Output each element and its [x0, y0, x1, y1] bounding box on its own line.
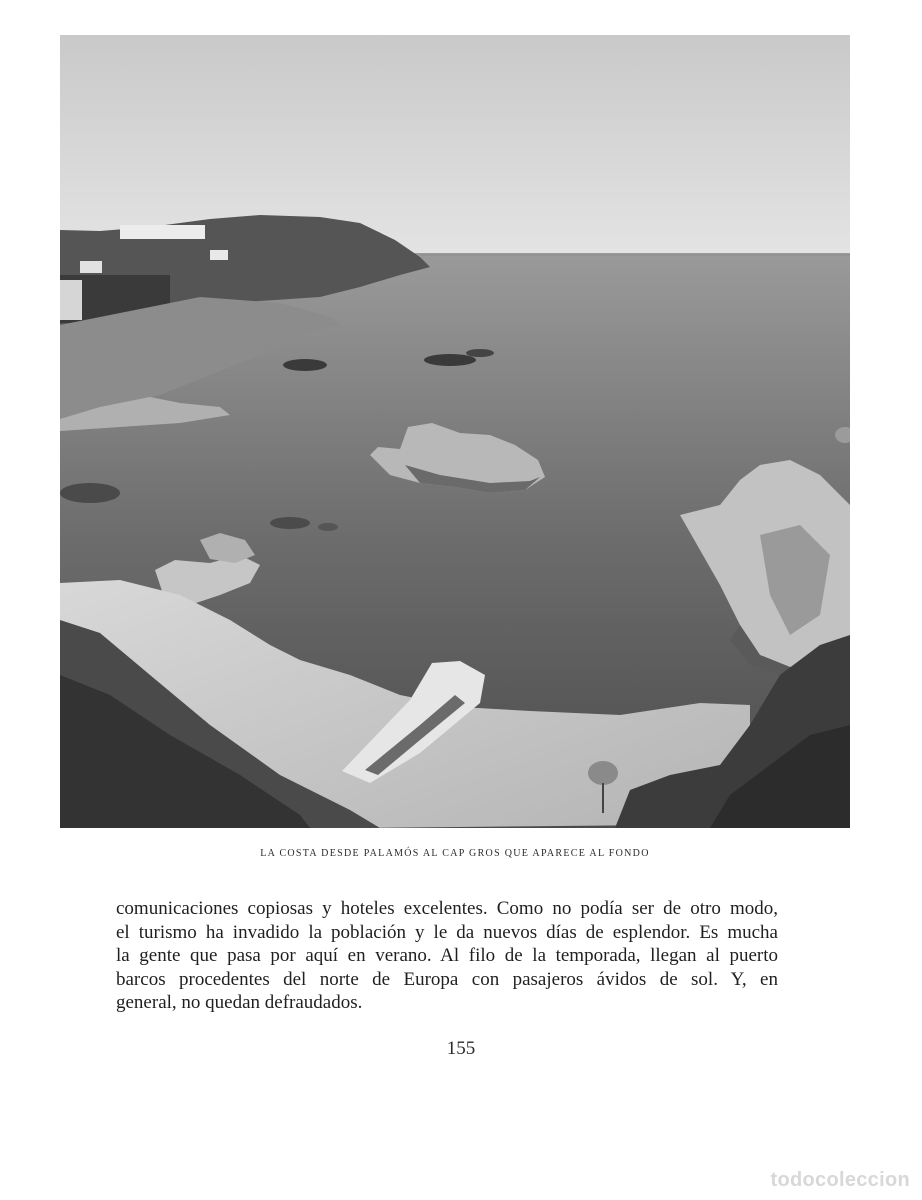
coastal-photograph [60, 35, 850, 828]
figure-caption: LA COSTA DESDE PALAMÓS AL CAP GROS QUE APARECE AL FONDO [260, 848, 650, 859]
text-line: general, no quedan defraudados. [116, 992, 363, 1013]
post [588, 761, 618, 785]
rock [424, 354, 476, 366]
text-line: barcos procedentes del norte de Europa con pasajeros ávidos de sol. Y, en [116, 968, 778, 990]
rock [60, 483, 120, 503]
text-line: comunicaciones copiosas y hoteles excelentes. Como no podía ser de otro modo, [116, 898, 778, 919]
text-line: la gente que pasa por aquí en verano. Al filo de la temporada, llegan al puerto [116, 945, 778, 966]
building [120, 225, 205, 239]
rock [283, 359, 327, 371]
body-paragraph [116, 897, 778, 1015]
building [60, 280, 82, 320]
watermark-logo: todocoleccion [770, 1169, 910, 1191]
building [80, 261, 102, 273]
building [210, 250, 228, 260]
page-number: 155 [446, 1038, 476, 1059]
text-line: el turismo ha invadido la población y le da nuevos días de esplendor. Es mucha [116, 921, 778, 943]
